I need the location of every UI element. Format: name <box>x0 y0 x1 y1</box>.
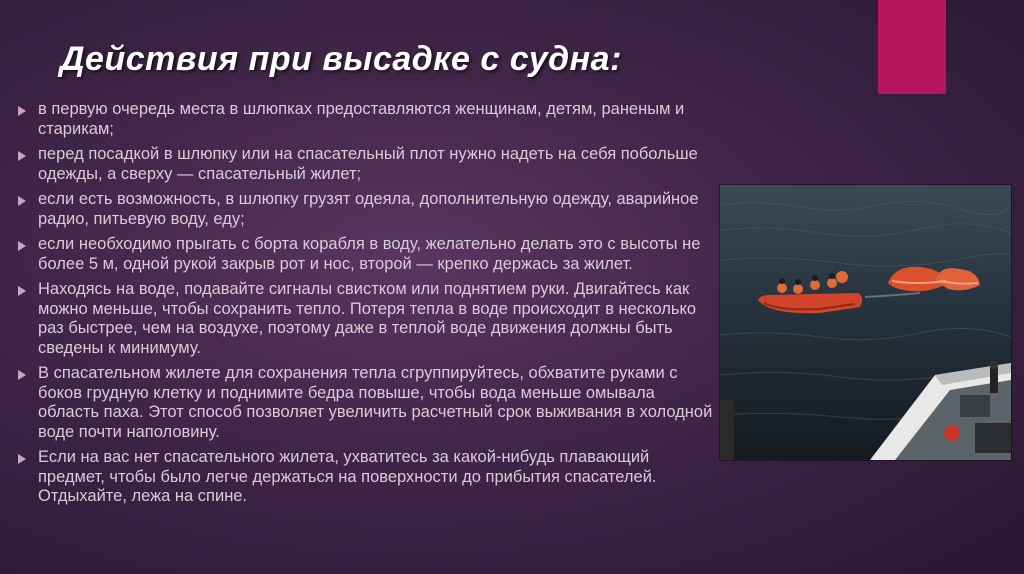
bullet-text: Если на вас нет спасательного жилета, ухватитесь за какой-нибудь плавающий предмет, чтобы было легче держаться на поверхности до прибытия спасателей. Отдыхайте, лежа на спине. <box>38 448 657 505</box>
slide-title: Действия при высадке с судна: <box>60 40 622 78</box>
bullet-item <box>16 448 716 507</box>
bullet-item <box>16 145 716 184</box>
rescue-boat-photo <box>720 185 1011 460</box>
triangle-bullet-icon <box>18 454 26 464</box>
bullet-text: перед посадкой в шлюпку или на спасательный плот нужно надеть на себя побольше одежды, а сверху — спасательный жилет; <box>38 145 698 183</box>
bullet-text: если необходимо прыгать с борта корабля в воду, желательно делать это с высоты не более 5 м, одной рукой закрыв рот и нос, второй — крепко держась за жилет. <box>38 235 701 273</box>
triangle-bullet-icon <box>18 286 26 296</box>
bullet-item <box>16 100 716 139</box>
triangle-bullet-icon <box>18 106 26 116</box>
triangle-bullet-icon <box>18 196 26 206</box>
triangle-bullet-icon <box>18 241 26 251</box>
triangle-bullet-icon <box>18 151 26 161</box>
bullet-text: Находясь на воде, подавайте сигналы свистком или поднятием руки. Двигайтесь как можно меньше, чтобы сохранить тепло. Потеря тепла в воде происходит в несколько раз быстрее, чем на воздухе, поэтому даже в теплой воде движения должны быть сведены к минимуму. <box>38 280 697 357</box>
accent-bar <box>878 0 946 94</box>
bullet-item <box>16 190 716 229</box>
bullet-item <box>16 364 716 442</box>
triangle-bullet-icon <box>18 370 26 380</box>
bullet-list <box>16 100 716 513</box>
bullet-item <box>16 235 716 274</box>
bullet-text: в первую очередь места в шлюпках предоставляются женщинам, детям, раненым и старикам; <box>38 100 685 138</box>
bullet-item <box>16 280 716 358</box>
bullet-text: если есть возможность, в шлюпку грузят одеяла, дополнительную одежду, аварийное радио, питьевую воду, еду; <box>38 190 699 228</box>
bullet-text: В спасательном жилете для сохранения тепла сгруппируйтесь, обхватите руками с боков грудную клетку и поднимите бедра повыше, чтобы вода меньше омывала область паха. Этот способ позволяет увеличить расчетный срок выживания в холодной воде почти наполовину. <box>38 364 713 441</box>
